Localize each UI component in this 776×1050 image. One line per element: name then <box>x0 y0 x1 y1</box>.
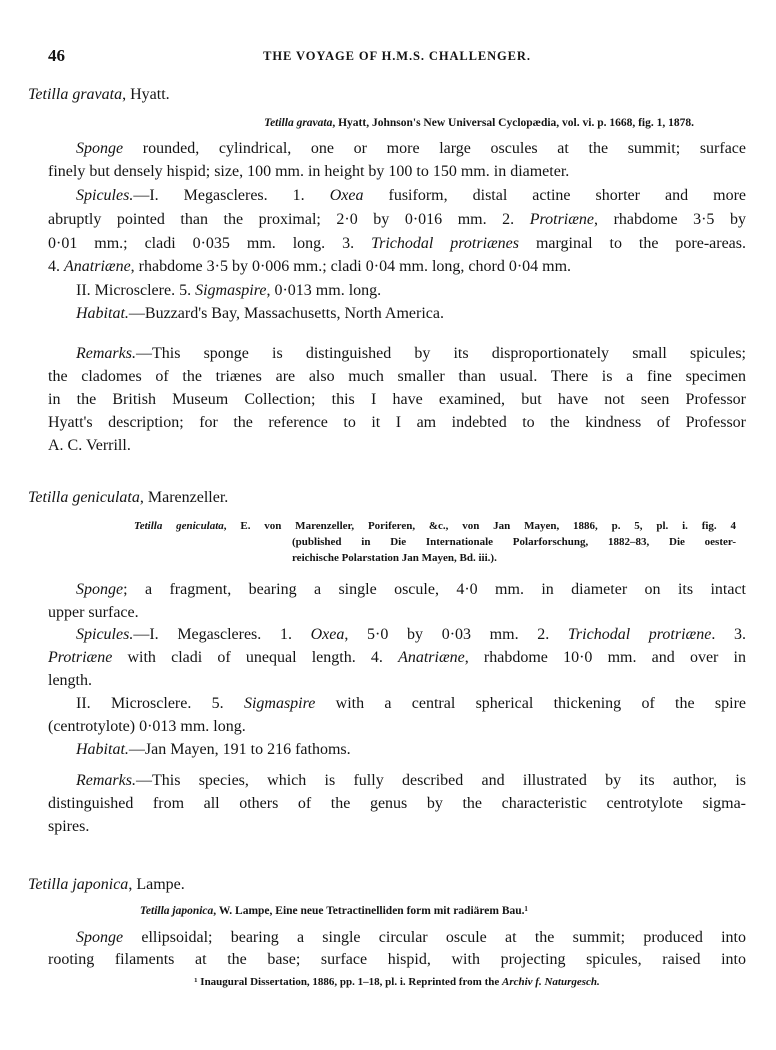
bibliographic-reference: Tetilla gravata, Hyatt, Johnson's New Universal Cyclopædia, vol. vi. p. 1668, fig. 1, 1878. <box>264 117 694 129</box>
bibliographic-reference: Tetilla japonica, W. Lampe, Eine neue Tetractinelliden form mit radiärem Bau.¹ <box>139 905 528 917</box>
microsclere-line: II. Microsclere. 5. Sigmaspire with a central spherical thickening of the spire <box>76 695 746 712</box>
book-page: 46 THE VOYAGE OF H.M.S. CHALLENGER. Tetilla gravata, Hyatt. Tetilla gravata, Hyatt, Johnson's New Universal Cyclopædia, vol. vi. p. 1668, fig. 1, 1878. Sponge rounded, cylindrical, one or more large oscules at the summit; surface finely but densely hispid; size, 100 mm. in height by 100 to 150 mm. in diameter. Spicules.—I. Megascleres. 1. Oxea fusiform, distal actine shorter and more abruptly pointed than the proximal; 2·0 by 0·016 mm. 2. Protriæne, rhabdome 3·5 by 0·01 mm.; cladi 0·035 mm. long. 3. Trichodal protriænes marginal to the pore-areas. 4. Anatriæne, rhabdome 3·5 by 0·006 mm.; cladi 0·04 mm. long, chord 0·04 mm. II. Microsclere. 5. Sigmaspire, 0·013 mm. long. Habitat.—Buzzard's Bay, Massachusetts, North America. Remarks.—This sponge is distinguished by its disproportionately small spicules; the cladomes of the triænes are also much smaller than usual. There is a fine specimen in the British Museum Collection; this I have examined, but have not seen Professor Hyatt's description; for the reference to it I am indebted to the kindness of Professor A. C. Verrill. Tetilla geniculata, Marenzeller. Tetilla geniculata, E. von Marenzeller, Poriferen, &c., von Jan Mayen, 1886, p. 5, pl. i. fig. 4 (published in Die Internationale Polarforschung, 1882–83, Die oester- reichische Polarstation Jan Mayen, Bd. iii.). Sponge; a fragment, bearing a single oscule, 4·0 mm. in diameter on its intact upper surface. Spicules.—I. Megascleres. 1. Oxea, 5·0 by 0·03 mm. 2. Trichodal protriæne. 3. Protriæne with cladi of unequal length. 4. Anatriæne, rhabdome 10·0 mm. and over in length. II. Microsclere. 5. Sigmaspire with a central spherical thickening of the spire (centrotylote) 0·013 mm. long. Habitat.—Jan Mayen, 191 to 216 fathoms. Remarks.—This species, which is fully described and illustrated by its author, is distinguished from all others of the genus by the characteristic centrotylote sigma- spires. Tetilla japonica, Lampe. Tetilla japonica, W. Lampe, Eine neue Tetractinelliden form mit radiärem Bau.¹ Sponge ellipsoidal; bearing a single circular oscule at the summit; produced into rooting filaments at the base; surface hispid, with projecting spicules, raised into ¹ Inaugural Dissertation, 1886, pp. 1–18, pl. i. Reprinted from the Archiv f. Naturgesch. <box>28 46 747 988</box>
species-heading: Tetilla gravata, Hyatt. <box>28 86 170 103</box>
habitat-line: Habitat.—Jan Mayen, 191 to 216 fathoms. <box>76 741 351 758</box>
bibliographic-reference: Tetilla geniculata, E. von Marenzeller, Poriferen, &c., von Jan Mayen, 1886, p. 5, pl. i. fig. 4 (published in Die Internationale Polarforschung, 1882–83, Die oester- reichische Polarstation Jan Mayen, Bd. iii.). <box>134 520 736 564</box>
habitat-line: Habitat.—Buzzard's Bay, Massachusetts, North America. <box>76 305 444 322</box>
microsclere-line: II. Microsclere. 5. Sigmaspire, 0·013 mm. long. <box>76 282 382 299</box>
page-number: 46 <box>48 46 65 65</box>
footnote: ¹ Inaugural Dissertation, 1886, pp. 1–18, pl. i. Reprinted from the Archiv f. Naturgesch. <box>194 976 600 988</box>
species-heading: Tetilla japonica, Lampe. <box>28 876 185 893</box>
running-title: THE VOYAGE OF H.M.S. CHALLENGER. <box>263 49 531 63</box>
page-header <box>48 46 746 66</box>
species-heading: Tetilla geniculata, Marenzeller. <box>28 489 229 506</box>
